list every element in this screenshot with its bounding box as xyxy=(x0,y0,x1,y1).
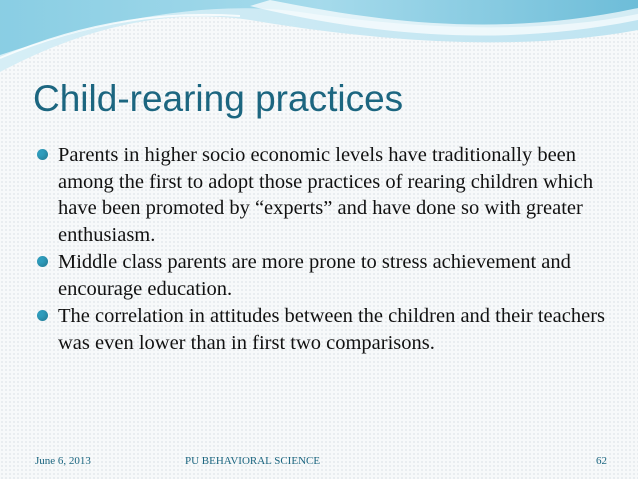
round-bullet-icon xyxy=(37,149,48,160)
bullet-text: Middle class parents are more prone to stress achievement and encourage education. xyxy=(58,251,571,300)
bullet-text: The correlation in attitudes between the children and their teachers was even lower than in first two comparisons. xyxy=(58,305,606,354)
footer-date: June 6, 2013 xyxy=(35,455,91,467)
round-bullet-icon xyxy=(37,256,48,267)
slide-number: 62 xyxy=(596,455,607,467)
slide-title: Child-rearing practices xyxy=(33,78,404,119)
round-bullet-icon xyxy=(37,310,48,321)
bullet-item xyxy=(35,142,615,248)
bullet-text: Parents in higher socio economic levels have traditionally been among the first to adopt those practices of rearing children which have been promoted by “experts” and have done so with greater enthusiasm. xyxy=(58,144,594,246)
bullet-item xyxy=(35,249,615,302)
bullet-item xyxy=(35,303,615,356)
bullet-list xyxy=(35,142,615,357)
footer-center-text: PU BEHAVIORAL SCIENCE xyxy=(185,455,321,467)
swoosh-wave-decoration xyxy=(0,0,638,80)
